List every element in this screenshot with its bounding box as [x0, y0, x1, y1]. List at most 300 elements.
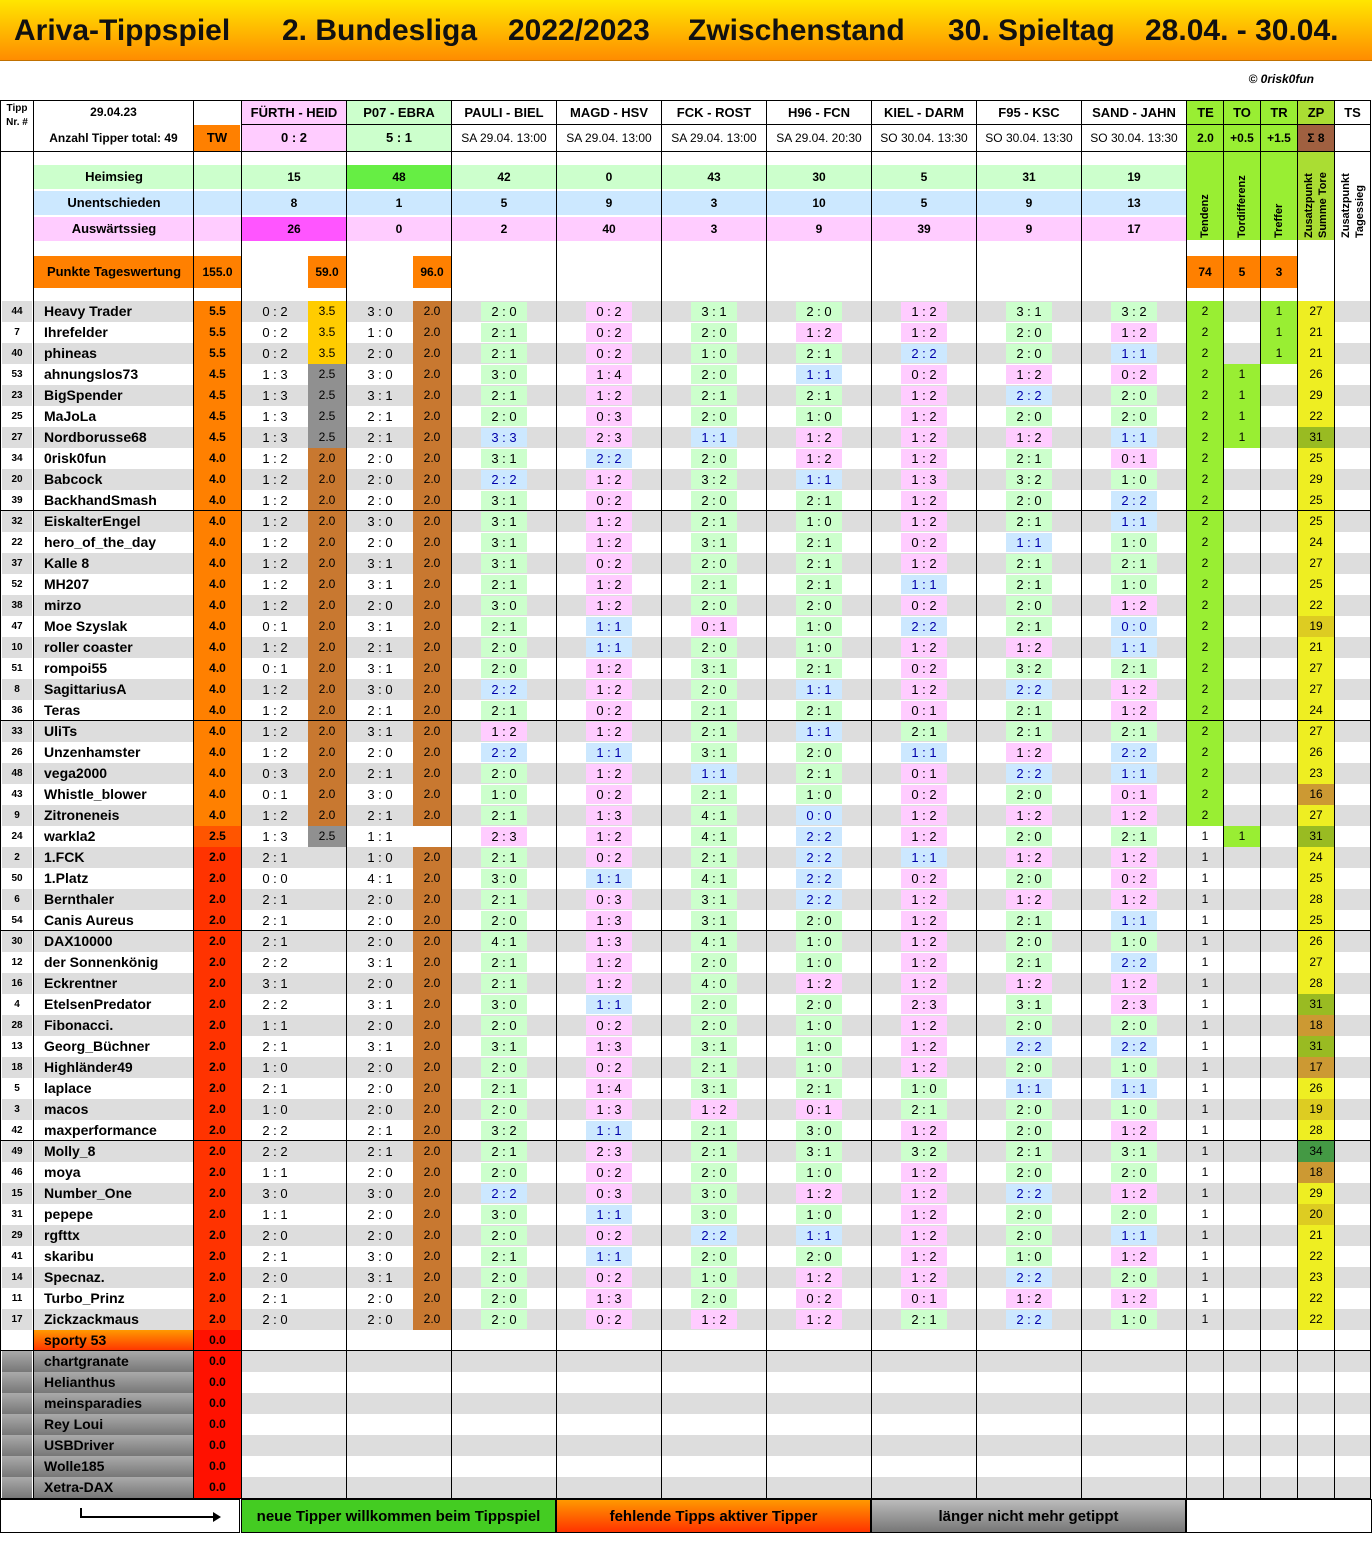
tip-match-2 — [452, 364, 556, 385]
tip-value: 0 : 2 — [586, 323, 632, 342]
tip-match-8 — [1082, 1036, 1186, 1057]
row-nr: 37 — [2, 553, 32, 574]
tip-match-2 — [452, 973, 556, 994]
tip-match-4 — [662, 511, 766, 532]
ts-value — [1335, 742, 1370, 763]
ts-value — [1335, 1309, 1370, 1330]
summary-ausw: Auswärtssieg — [34, 217, 194, 241]
te-value: 2 — [1187, 574, 1223, 595]
ts-value — [1335, 931, 1370, 952]
tip-match-7 — [977, 1183, 1081, 1204]
tip-value: 2 : 0 — [796, 1247, 842, 1266]
tip-value: 3 : 2 — [481, 1121, 527, 1140]
tip-match-1: 3 : 0 — [347, 1183, 413, 1204]
tip-match-1: 2 : 1 — [347, 763, 413, 784]
tip-value: 1 : 2 — [586, 659, 632, 678]
tw-value: 4.0 — [194, 763, 241, 784]
pts-match-1: 2.0 — [413, 994, 451, 1015]
tip-match-6 — [872, 1309, 976, 1330]
tip-match-7 — [977, 343, 1081, 364]
pts-match-1: 2.0 — [413, 301, 451, 322]
tip-value: 3 : 2 — [1111, 302, 1157, 321]
tipper-name: Babcock — [34, 469, 193, 490]
tip-match-4 — [662, 1204, 766, 1225]
tip-value: 2 : 0 — [481, 1016, 527, 1035]
zp-value: 34 — [1298, 1141, 1334, 1162]
tip-match-3 — [557, 1141, 661, 1162]
tr-value: +1.5 — [1261, 125, 1297, 151]
te-value: 2 — [1187, 553, 1223, 574]
to-sum: 5 — [1224, 256, 1260, 288]
te-value: 1 — [1187, 910, 1223, 931]
tip-value: 1 : 1 — [586, 1121, 632, 1140]
tip-value: 3 : 0 — [691, 1205, 737, 1224]
tw-value: 4.0 — [194, 553, 241, 574]
tr-value — [1261, 952, 1297, 973]
tip-value: 0 : 2 — [901, 596, 947, 615]
tip-value: 2 : 1 — [1006, 449, 1052, 468]
row-nr: 51 — [2, 658, 32, 679]
summary-h-7: 31 — [977, 165, 1081, 189]
tr-value — [1261, 1120, 1297, 1141]
tw-value: 4.0 — [194, 448, 241, 469]
tr-value — [1261, 1267, 1297, 1288]
tip-value: 1 : 2 — [796, 974, 842, 993]
tip-match-2 — [452, 595, 556, 616]
tip-value: 2 : 1 — [481, 1079, 527, 1098]
tip-match-5 — [767, 721, 871, 742]
tip-match-1: 2 : 0 — [347, 889, 413, 910]
tip-match-2 — [452, 553, 556, 574]
tip-match-2 — [452, 931, 556, 952]
punkte-match-0: 59.0 — [308, 256, 346, 288]
tip-match-4 — [662, 847, 766, 868]
tip-match-3 — [557, 994, 661, 1015]
ts-value — [1335, 1141, 1370, 1162]
ts-value — [1335, 490, 1370, 511]
ts-value — [1335, 637, 1370, 658]
tip-match-5 — [767, 553, 871, 574]
tip-match-5 — [767, 427, 871, 448]
tip-match-2 — [452, 1330, 556, 1351]
tip-value: 1 : 0 — [1111, 533, 1157, 552]
tip-match-0: 1 : 2 — [242, 448, 308, 469]
tip-match-0: 1 : 3 — [242, 364, 308, 385]
tip-value: 2 : 2 — [796, 827, 842, 846]
to-value — [1224, 1288, 1260, 1309]
tip-value: 2 : 2 — [481, 1184, 527, 1203]
tip-match-6 — [872, 952, 976, 973]
tip-match-2 — [452, 511, 556, 532]
row-nr: 2 — [2, 847, 32, 868]
tip-match-5 — [767, 1078, 871, 1099]
tip-value: 1 : 2 — [796, 1268, 842, 1287]
tip-match-2 — [452, 406, 556, 427]
tip-match-6 — [872, 385, 976, 406]
row-nr: 14 — [2, 1267, 32, 1288]
zp-value: 31 — [1298, 1036, 1334, 1057]
tip-match-3 — [557, 721, 661, 742]
tip-match-8 — [1082, 406, 1186, 427]
te-value: 2 — [1187, 301, 1223, 322]
tipper-name: Teras — [34, 700, 193, 721]
tip-match-6 — [872, 805, 976, 826]
tip-value: 2 : 1 — [481, 848, 527, 867]
tipper-name: MH207 — [34, 574, 193, 595]
punkte-tageswertung: Punkte Tageswertung — [34, 256, 194, 288]
pts-match-1: 2.0 — [413, 1246, 451, 1267]
te-value: 2 — [1187, 679, 1223, 700]
tip-value: 3 : 1 — [481, 554, 527, 573]
tip-value: 1 : 3 — [586, 806, 632, 825]
zp-value: 25 — [1298, 490, 1334, 511]
te-value: 2 — [1187, 532, 1223, 553]
zp-value: 24 — [1298, 700, 1334, 721]
summary-a-5: 9 — [767, 217, 871, 241]
tip-match-8 — [1082, 343, 1186, 364]
grid-line — [0, 720, 1371, 721]
tip-match-0: 0 : 3 — [242, 763, 308, 784]
row-nr: 33 — [2, 721, 32, 742]
tip-match-0: 2 : 2 — [242, 952, 308, 973]
tip-value: 1 : 2 — [1111, 848, 1157, 867]
tip-match-4 — [662, 1015, 766, 1036]
tip-value: 2 : 0 — [691, 1163, 737, 1182]
tip-match-1: 2 : 0 — [347, 595, 413, 616]
tip-value: 2 : 0 — [1111, 386, 1157, 405]
pts-match-1: 2.0 — [413, 1078, 451, 1099]
to-value — [1224, 1078, 1260, 1099]
summary-a-2: 2 — [452, 217, 556, 241]
tip-match-0 — [242, 1330, 308, 1351]
tip-match-3 — [557, 868, 661, 889]
tip-value: 0 : 0 — [796, 806, 842, 825]
tr-value — [1261, 742, 1297, 763]
tip-value: 0 : 2 — [586, 302, 632, 321]
tip-value: 1 : 2 — [901, 1184, 947, 1203]
tw-value: 4.0 — [194, 532, 241, 553]
tip-value: 2 : 1 — [481, 1142, 527, 1161]
tip-value: 1 : 1 — [1111, 911, 1157, 930]
tip-match-2 — [452, 1288, 556, 1309]
tw-value: 2.0 — [194, 1309, 241, 1330]
tip-value: 1 : 2 — [586, 953, 632, 972]
tip-value: 2 : 1 — [1111, 722, 1157, 741]
te-value: 2 — [1187, 343, 1223, 364]
ts-value — [1335, 385, 1370, 406]
pts-match-1: 2.0 — [413, 490, 451, 511]
ts-value — [1335, 1288, 1370, 1309]
tip-value: 3 : 1 — [691, 1037, 737, 1056]
te-value: 2 — [1187, 616, 1223, 637]
ts-value — [1335, 700, 1370, 721]
pts-match-1: 2.0 — [413, 1162, 451, 1183]
zp-value: 28 — [1298, 1120, 1334, 1141]
tip-match-0: 2 : 1 — [242, 1036, 308, 1057]
tip-match-7 — [977, 1288, 1081, 1309]
tip-match-1 — [347, 1330, 413, 1351]
to-value — [1224, 1267, 1260, 1288]
tip-value: 2 : 0 — [691, 953, 737, 972]
tip-value: 2 : 1 — [691, 848, 737, 867]
tr-value — [1261, 532, 1297, 553]
pts-match-0: 2.0 — [308, 742, 346, 763]
zp-value: 22 — [1298, 1309, 1334, 1330]
tip-match-4 — [662, 1162, 766, 1183]
tip-value: 1 : 0 — [796, 1058, 842, 1077]
tip-match-4 — [662, 1099, 766, 1120]
tip-match-1: 2 : 0 — [347, 343, 413, 364]
tip-match-4 — [662, 721, 766, 742]
tip-match-8 — [1082, 1141, 1186, 1162]
pts-match-0 — [308, 1288, 346, 1309]
tip-match-6 — [872, 574, 976, 595]
tip-match-8 — [1082, 910, 1186, 931]
tipper-name: Unzenhamster — [34, 742, 193, 763]
tip-value: 2 : 0 — [691, 1016, 737, 1035]
tip-value: 1 : 3 — [586, 911, 632, 930]
zp-value: 25 — [1298, 511, 1334, 532]
summary-u-3: 9 — [557, 191, 661, 215]
tip-match-0: 2 : 1 — [242, 1246, 308, 1267]
row-nr: 4 — [2, 994, 32, 1015]
tip-value: 2 : 1 — [691, 722, 737, 741]
tip-match-3 — [557, 553, 661, 574]
summary-u-6: 5 — [872, 191, 976, 215]
te-value: 1 — [1187, 1288, 1223, 1309]
tip-match-8 — [1082, 700, 1186, 721]
tip-match-3 — [557, 889, 661, 910]
tr-value — [1261, 700, 1297, 721]
tip-match-3 — [557, 1099, 661, 1120]
row-nr: 11 — [2, 1288, 32, 1309]
tip-match-5 — [767, 1120, 871, 1141]
tr-value — [1261, 721, 1297, 742]
pts-match-0: 2.5 — [308, 826, 346, 847]
match-info-8: SO 30.04. 13:30 — [1082, 125, 1186, 151]
row-nr — [2, 1372, 32, 1393]
tipper-name: Xetra-DAX — [34, 1477, 193, 1498]
zp-value: 27 — [1298, 805, 1334, 826]
tip-value: 2 : 1 — [1006, 575, 1052, 594]
tip-match-7 — [977, 1309, 1081, 1330]
pts-match-1: 2.0 — [413, 742, 451, 763]
tip-match-7 — [977, 301, 1081, 322]
tip-match-1: 2 : 0 — [347, 490, 413, 511]
tip-match-6 — [872, 973, 976, 994]
tip-match-6 — [872, 742, 976, 763]
ts-value — [1335, 1225, 1370, 1246]
pts-match-0 — [308, 931, 346, 952]
tip-match-4 — [662, 826, 766, 847]
pts-match-0 — [308, 1309, 346, 1330]
pts-match-0: 2.0 — [308, 532, 346, 553]
zp-value — [1298, 1330, 1334, 1351]
row-nr: 46 — [2, 1162, 32, 1183]
te-value: 1 — [1187, 847, 1223, 868]
tip-value: 1 : 2 — [1111, 890, 1157, 909]
zp-value: 26 — [1298, 364, 1334, 385]
te-value: 2 — [1187, 511, 1223, 532]
tr-value — [1261, 889, 1297, 910]
tip-value: 1 : 1 — [1111, 344, 1157, 363]
tip-value: 1 : 1 — [586, 995, 632, 1014]
tip-match-1: 1 : 0 — [347, 847, 413, 868]
tip-match-2 — [452, 1267, 556, 1288]
grid-line — [0, 1140, 1371, 1141]
ts-value — [1335, 1267, 1370, 1288]
tip-value: 1 : 2 — [481, 722, 527, 741]
tip-value: 1 : 1 — [901, 743, 947, 762]
tip-value: 2 : 0 — [796, 596, 842, 615]
to-value — [1224, 658, 1260, 679]
tip-match-6 — [872, 1330, 976, 1351]
tipper-name: moya — [34, 1162, 193, 1183]
tip-match-7 — [977, 763, 1081, 784]
tip-match-4 — [662, 1288, 766, 1309]
empty-row — [242, 1372, 1370, 1393]
te-value: 1 — [1187, 1204, 1223, 1225]
tip-match-3 — [557, 448, 661, 469]
tipper-name: Wolle185 — [34, 1456, 193, 1477]
tip-match-1: 2 : 0 — [347, 1309, 413, 1330]
zp-value: Σ 8 — [1298, 125, 1334, 151]
tr-value — [1261, 1036, 1297, 1057]
tip-value: 2 : 1 — [691, 1142, 737, 1161]
tr-value — [1261, 1330, 1297, 1351]
tip-match-1: 2 : 0 — [347, 469, 413, 490]
tip-value: 2 : 0 — [796, 995, 842, 1014]
te-value: 1 — [1187, 1246, 1223, 1267]
tip-value: 1 : 3 — [901, 470, 947, 489]
tip-value: 2 : 2 — [1006, 1268, 1052, 1287]
to-value — [1224, 532, 1260, 553]
tip-match-6 — [872, 826, 976, 847]
tip-match-8 — [1082, 1162, 1186, 1183]
tip-value: 0 : 1 — [901, 1289, 947, 1308]
tip-value: 1 : 2 — [901, 1247, 947, 1266]
te-value: 2 — [1187, 406, 1223, 427]
tip-value: 3 : 2 — [691, 470, 737, 489]
tip-value: 1 : 0 — [1111, 1100, 1157, 1119]
tip-value: 1 : 2 — [1111, 1289, 1157, 1308]
tip-match-3 — [557, 469, 661, 490]
tip-match-4 — [662, 889, 766, 910]
tip-match-0: 1 : 2 — [242, 490, 308, 511]
tip-match-4 — [662, 385, 766, 406]
empty-row — [242, 1477, 1370, 1498]
tip-value: 2 : 1 — [691, 1058, 737, 1077]
tip-match-6 — [872, 448, 976, 469]
summary-h-2: 42 — [452, 165, 556, 189]
tip-value: 1 : 2 — [901, 1121, 947, 1140]
tipper-name: SagittariusA — [34, 679, 193, 700]
tip-value: 0 : 3 — [586, 1184, 632, 1203]
tip-value: 1 : 2 — [691, 1100, 737, 1119]
tip-match-1: 3 : 1 — [347, 721, 413, 742]
tw-value: 4.0 — [194, 511, 241, 532]
to-value — [1224, 1057, 1260, 1078]
summary-u-4: 3 — [662, 191, 766, 215]
tip-value: 2 : 1 — [1006, 512, 1052, 531]
tip-match-1: 3 : 0 — [347, 511, 413, 532]
row-nr: 9 — [2, 805, 32, 826]
tw-value: 4.0 — [194, 658, 241, 679]
tip-match-5 — [767, 1204, 871, 1225]
empty-row — [242, 1351, 1370, 1372]
tip-match-1: 2 : 0 — [347, 448, 413, 469]
tip-value: 1 : 2 — [901, 386, 947, 405]
tw-value: 5.5 — [194, 301, 241, 322]
te-value: 2 — [1187, 637, 1223, 658]
banner-season: 2022/2023 — [508, 14, 650, 47]
tip-match-3 — [557, 1120, 661, 1141]
grid-line — [1081, 100, 1082, 1498]
tw-value: 2.0 — [194, 1225, 241, 1246]
te-value: 2 — [1187, 595, 1223, 616]
tip-value: 3 : 1 — [1111, 1142, 1157, 1161]
tip-value: 2 : 1 — [691, 785, 737, 804]
tip-match-5 — [767, 910, 871, 931]
te-value: 1 — [1187, 952, 1223, 973]
tip-match-2 — [452, 1057, 556, 1078]
tip-value: 1 : 2 — [796, 323, 842, 342]
tip-match-0: 1 : 2 — [242, 721, 308, 742]
tip-match-2 — [452, 658, 556, 679]
tip-value: 2 : 0 — [481, 659, 527, 678]
tip-value: 2 : 1 — [1006, 722, 1052, 741]
tip-value: 2 : 2 — [1006, 680, 1052, 699]
tip-value: 2 : 1 — [796, 764, 842, 783]
tip-value: 1 : 2 — [901, 428, 947, 447]
tip-match-5 — [767, 1330, 871, 1351]
row-nr: 26 — [2, 742, 32, 763]
tip-match-6 — [872, 1267, 976, 1288]
pts-match-0: 3.5 — [308, 343, 346, 364]
tip-match-0: 2 : 0 — [242, 1225, 308, 1246]
tip-value: 2 : 1 — [796, 344, 842, 363]
tip-match-2 — [452, 1246, 556, 1267]
tipper-name: 1.Platz — [34, 868, 193, 889]
row-nr — [2, 1414, 32, 1435]
tip-match-7 — [977, 406, 1081, 427]
empty-row — [242, 1393, 1370, 1414]
tip-match-4 — [662, 952, 766, 973]
tip-match-8 — [1082, 847, 1186, 868]
tip-value: 1 : 1 — [691, 428, 737, 447]
tip-value: 1 : 0 — [796, 932, 842, 951]
ts-value — [1335, 784, 1370, 805]
tip-value: 0 : 2 — [796, 1289, 842, 1308]
ts-value — [1335, 721, 1370, 742]
tip-value: 2 : 2 — [1111, 1037, 1157, 1056]
pts-match-1: 2.0 — [413, 700, 451, 721]
tipper-name: roller coaster — [34, 637, 193, 658]
tip-match-5 — [767, 322, 871, 343]
tip-match-2 — [452, 700, 556, 721]
pts-match-1: 2.0 — [413, 1204, 451, 1225]
tip-value: 3 : 1 — [691, 533, 737, 552]
tw-value: 2.0 — [194, 889, 241, 910]
banner-league: 2. Bundesliga — [282, 14, 478, 47]
tr-value — [1261, 763, 1297, 784]
tw-value: 2.0 — [194, 1057, 241, 1078]
tw-value: 2.0 — [194, 1078, 241, 1099]
tip-value: 2 : 1 — [481, 806, 527, 825]
tip-value: 2 : 1 — [1006, 911, 1052, 930]
zp-value: 25 — [1298, 910, 1334, 931]
tip-value: 1 : 2 — [796, 1184, 842, 1203]
